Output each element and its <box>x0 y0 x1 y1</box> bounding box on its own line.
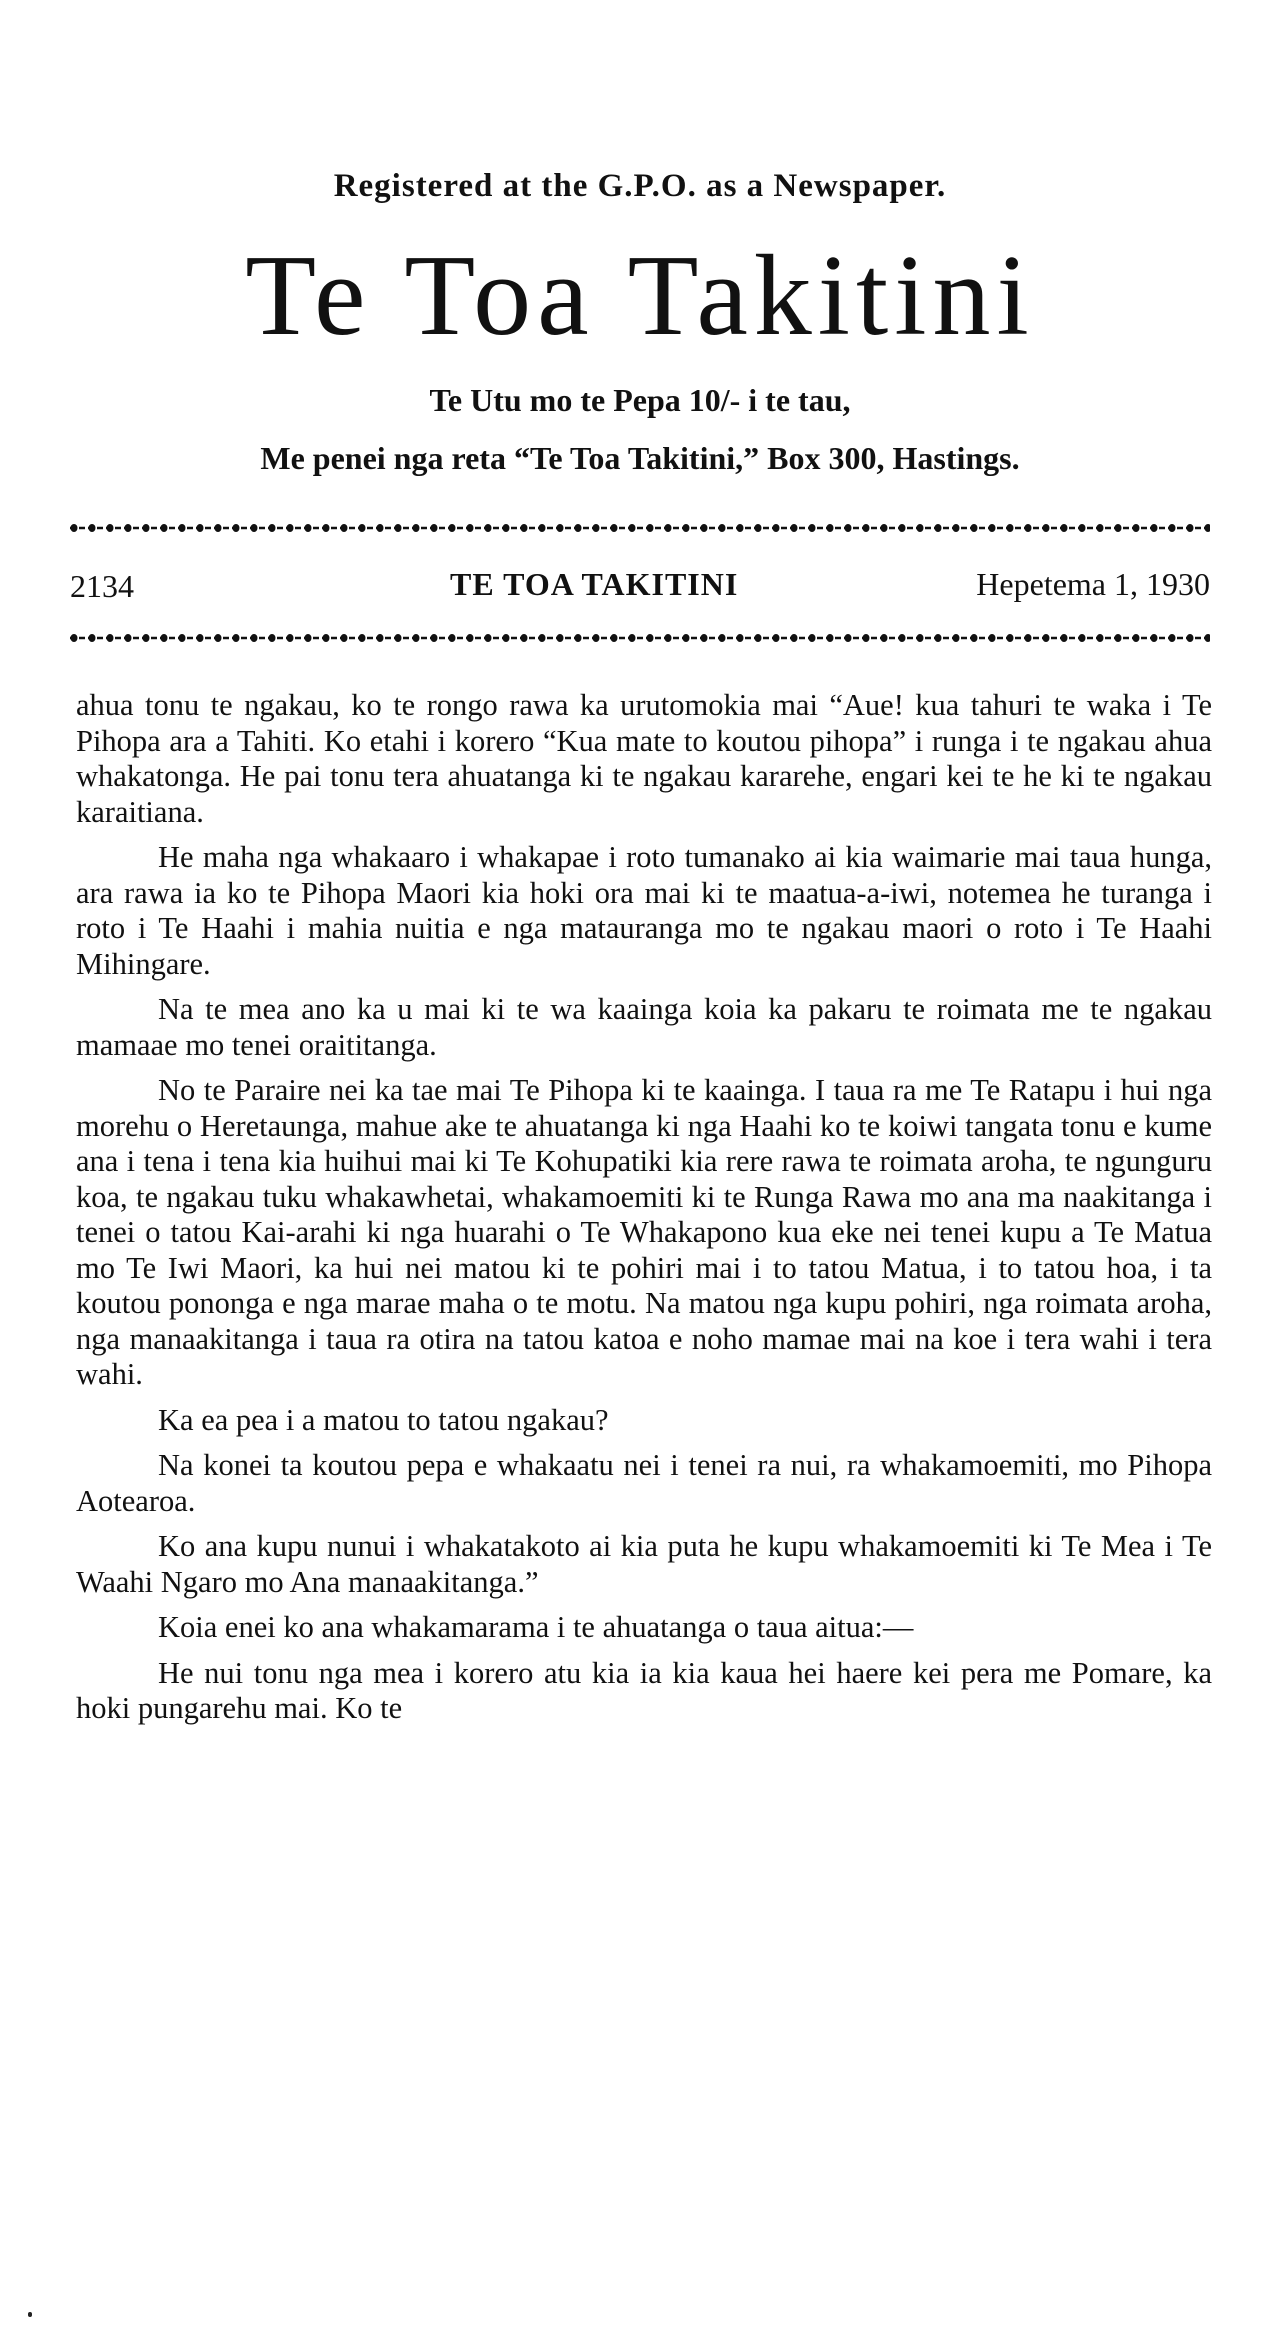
decorative-rule-top <box>70 522 1210 534</box>
rule-dot <box>701 634 708 642</box>
rule-dot <box>971 524 978 532</box>
rule-dot <box>1079 524 1086 532</box>
rule-dot <box>1115 634 1122 642</box>
rule-dot <box>503 524 510 532</box>
rule-dot <box>665 634 672 642</box>
rule-dot <box>1043 634 1050 642</box>
rule-dot <box>773 634 780 642</box>
rule-dot <box>539 524 546 532</box>
rule-dot <box>989 524 996 532</box>
article-paragraph: Koia enei ko ana whakamarama i te ahuatanga o taua aitua:— <box>158 1610 914 1644</box>
masthead-title: Te Toa Takitini <box>245 232 1035 360</box>
rule-dot <box>863 524 870 532</box>
rule-dot <box>215 524 222 532</box>
address-line: Me penei nga reta “Te Toa Takitini,” Box 300, Hastings. <box>260 440 1020 476</box>
rule-dot <box>1079 634 1086 642</box>
rule-dot <box>773 524 780 532</box>
rule-dot <box>557 634 564 642</box>
rule-dot <box>287 524 294 532</box>
rule-dot <box>683 634 690 642</box>
rule-dot <box>1205 524 1211 532</box>
rule-dot <box>935 524 942 532</box>
rule-dot <box>521 524 528 532</box>
rule-dot <box>89 634 96 642</box>
rule-dot <box>1097 524 1104 532</box>
rule-dot <box>1061 524 1068 532</box>
rule-dot <box>791 634 798 642</box>
rule-dot <box>467 634 474 642</box>
rule-dot <box>521 634 528 642</box>
rule-dot <box>215 634 222 642</box>
rule-dot <box>1187 634 1194 642</box>
print-speck <box>28 2312 32 2317</box>
rule-dot <box>899 524 906 532</box>
rule-dot <box>449 524 456 532</box>
rule-dot <box>953 634 960 642</box>
rule-dot <box>287 634 294 642</box>
rule-dot <box>593 524 600 532</box>
article-paragraph: He nui tonu nga mea i korero atu kia ia kia kaua hei haere kei pera me Pomare, ka hoki pungarehu mai. Ko te <box>76 1655 1212 1725</box>
rule-dot <box>1151 524 1158 532</box>
article-paragraph: Na konei ta koutou pepa e whakaatu nei i tenei ra nui, ra whakamoemiti, mo Pihopa Aotearoa. <box>76 1448 1212 1518</box>
rule-dot <box>359 634 366 642</box>
rule-dot <box>881 524 888 532</box>
rule-dot <box>251 524 258 532</box>
rule-dot <box>1043 524 1050 532</box>
rule-dot <box>629 524 636 532</box>
rule-dot <box>557 524 564 532</box>
rule-dot <box>1061 634 1068 642</box>
rule-dot <box>917 634 924 642</box>
article-paragraph: No te Paraire nei ka tae mai Te Pihopa ki te kaainga. I taua ra me Te Ratapu i hui nga morehu o Heretaunga, mahue ake te ahuatanga ki nga Haahi ko te koiwi tangata tonu e kume ana i tena i tena kia huihui mai ki Te Kohupatiki kia rere rawa te roimata aroha, te ngunguru koa, te ngakau tuku whakawhetai, whakamoemiti ki te Runga Rawa mo ana ma naakitanga i tenei o tatou Kai-arahi ki nga huarahi o Te Whakapono kua eke nei tenei kupu a Te Matua mo Te Iwi Maori, ka hui nei matou ki te pohiri mai i to tatou Matua, i to tatou hoa, i ta koutou pononga e nga marae maha o te motu. Na matou nga kupu pohiri, nga roimata aroha, nga manaakitanga i taua ra otira na tatou katoa e noho mamae mai na koe i tera wahi i tera wahi. <box>76 1073 1212 1391</box>
article-paragraph: He maha nga whakaaro i whakapae i roto tumanako ai kia waimarie mai taua hunga, ara rawa ia ko te Pihopa Maori kia hoki ora mai ki te maatua-a-iwi, notemea he turanga i roto i Te Haahi i mahia nuitia e nga matauranga mo te ngakau maori o roto i Te Haahi Mihingare. <box>76 840 1212 981</box>
rule-dot <box>737 634 744 642</box>
rule-dot <box>935 634 942 642</box>
rule-dot <box>341 524 348 532</box>
rule-dot <box>827 634 834 642</box>
journal-title: TE TOA TAKITINI <box>450 566 739 602</box>
rule-dot <box>1133 524 1140 532</box>
rule-dot <box>395 524 402 532</box>
rule-dot <box>485 524 492 532</box>
rule-dot <box>1025 634 1032 642</box>
rule-dot <box>413 634 420 642</box>
rule-dot <box>575 524 582 532</box>
rule-dot <box>665 524 672 532</box>
rule-dot <box>611 524 618 532</box>
rule-dot <box>377 634 384 642</box>
rule-dot <box>161 524 168 532</box>
rule-dot <box>845 524 852 532</box>
rule-dot <box>683 524 690 532</box>
rule-dot <box>233 524 240 532</box>
rule-dot <box>179 524 186 532</box>
rule-dot <box>233 634 240 642</box>
issue-date: Hepetema 1, 1930 <box>976 566 1210 602</box>
rule-dot <box>575 634 582 642</box>
rule-dot <box>701 524 708 532</box>
rule-dot <box>881 634 888 642</box>
article-paragraph: Ko ana kupu nunui i whakatakoto ai kia puta he kupu whakamoemiti ki Te Mea i Te Waahi Ngaro mo Ana manaakitanga.” <box>76 1529 1212 1599</box>
rule-dot <box>647 524 654 532</box>
rule-dot <box>755 634 762 642</box>
rule-dot <box>341 634 348 642</box>
rule-dot <box>89 524 96 532</box>
rule-dot <box>269 524 276 532</box>
rule-dot <box>71 524 78 532</box>
rule-dot <box>467 524 474 532</box>
registration-notice: Registered at the G.P.O. as a Newspaper. <box>333 168 947 204</box>
rule-dot <box>1097 634 1104 642</box>
rule-dot <box>251 634 258 642</box>
rule-dot <box>359 524 366 532</box>
rule-dot <box>719 634 726 642</box>
rule-dot <box>647 634 654 642</box>
rule-dot <box>503 634 510 642</box>
rule-dot <box>737 524 744 532</box>
rule-dot <box>305 634 312 642</box>
article-paragraph: Ka ea pea i a matou to tatou ngakau? <box>158 1402 609 1437</box>
rule-dot <box>125 524 132 532</box>
rule-dot <box>1187 524 1194 532</box>
decorative-rule-bottom <box>70 632 1210 644</box>
rule-dot <box>1007 634 1014 642</box>
rule-dot <box>161 634 168 642</box>
rule-dot <box>305 524 312 532</box>
rule-dot <box>107 524 114 532</box>
rule-dot <box>197 634 204 642</box>
rule-dot <box>269 634 276 642</box>
rule-dot <box>1205 634 1211 642</box>
rule-dot <box>485 634 492 642</box>
rule-dot <box>1151 634 1158 642</box>
article-paragraph: ahua tonu te ngakau, ko te rongo rawa ka urutomokia mai “Aue! kua tahuri te waka i Te Pihopa ara a Tahiti. Ko etahi i korero “Kua mate to koutou pihopa” i runga i te ngakau ahua whakatonga. He pai tonu tera ahuatanga ki te ngakau kararehe, engari kei te he ki te ngakau karaitiana. <box>76 688 1212 829</box>
running-head <box>70 566 1210 610</box>
rule-dot <box>899 634 906 642</box>
rule-dot <box>1169 634 1176 642</box>
rule-dot <box>989 634 996 642</box>
rule-dot <box>449 634 456 642</box>
rule-dot <box>809 634 816 642</box>
rule-dot <box>629 634 636 642</box>
rule-dot <box>377 524 384 532</box>
rule-dot <box>413 524 420 532</box>
rule-dot <box>917 524 924 532</box>
rule-dot <box>593 634 600 642</box>
rule-dot <box>323 524 330 532</box>
subscription-line: Te Utu mo te Pepa 10/- i te tau, <box>429 382 851 418</box>
rule-dot <box>143 524 150 532</box>
rule-dot <box>755 524 762 532</box>
rule-dot <box>431 524 438 532</box>
rule-dot <box>539 634 546 642</box>
rule-dot <box>143 634 150 642</box>
rule-dot <box>395 634 402 642</box>
rule-dot <box>1025 524 1032 532</box>
rule-dot <box>197 524 204 532</box>
article-body <box>76 688 1212 1737</box>
rule-dot <box>611 634 618 642</box>
rule-dot <box>323 634 330 642</box>
rule-dot <box>845 634 852 642</box>
rule-dot <box>809 524 816 532</box>
rule-dot <box>1115 524 1122 532</box>
rule-dot <box>71 634 78 642</box>
rule-dot <box>719 524 726 532</box>
rule-dot <box>1169 524 1176 532</box>
rule-dot <box>107 634 114 642</box>
rule-dot <box>1133 634 1140 642</box>
rule-dot <box>125 634 132 642</box>
rule-dot <box>953 524 960 532</box>
rule-dot <box>863 634 870 642</box>
rule-dot <box>1007 524 1014 532</box>
rule-dot <box>791 524 798 532</box>
page-number: 2134 <box>70 568 134 604</box>
rule-dot <box>971 634 978 642</box>
rule-dot <box>827 524 834 532</box>
rule-dot <box>431 634 438 642</box>
rule-dot <box>179 634 186 642</box>
article-paragraph: Na te mea ano ka u mai ki te wa kaainga koia ka pakaru te roimata me te ngakau mamaae mo tenei oraititanga. <box>76 992 1212 1062</box>
